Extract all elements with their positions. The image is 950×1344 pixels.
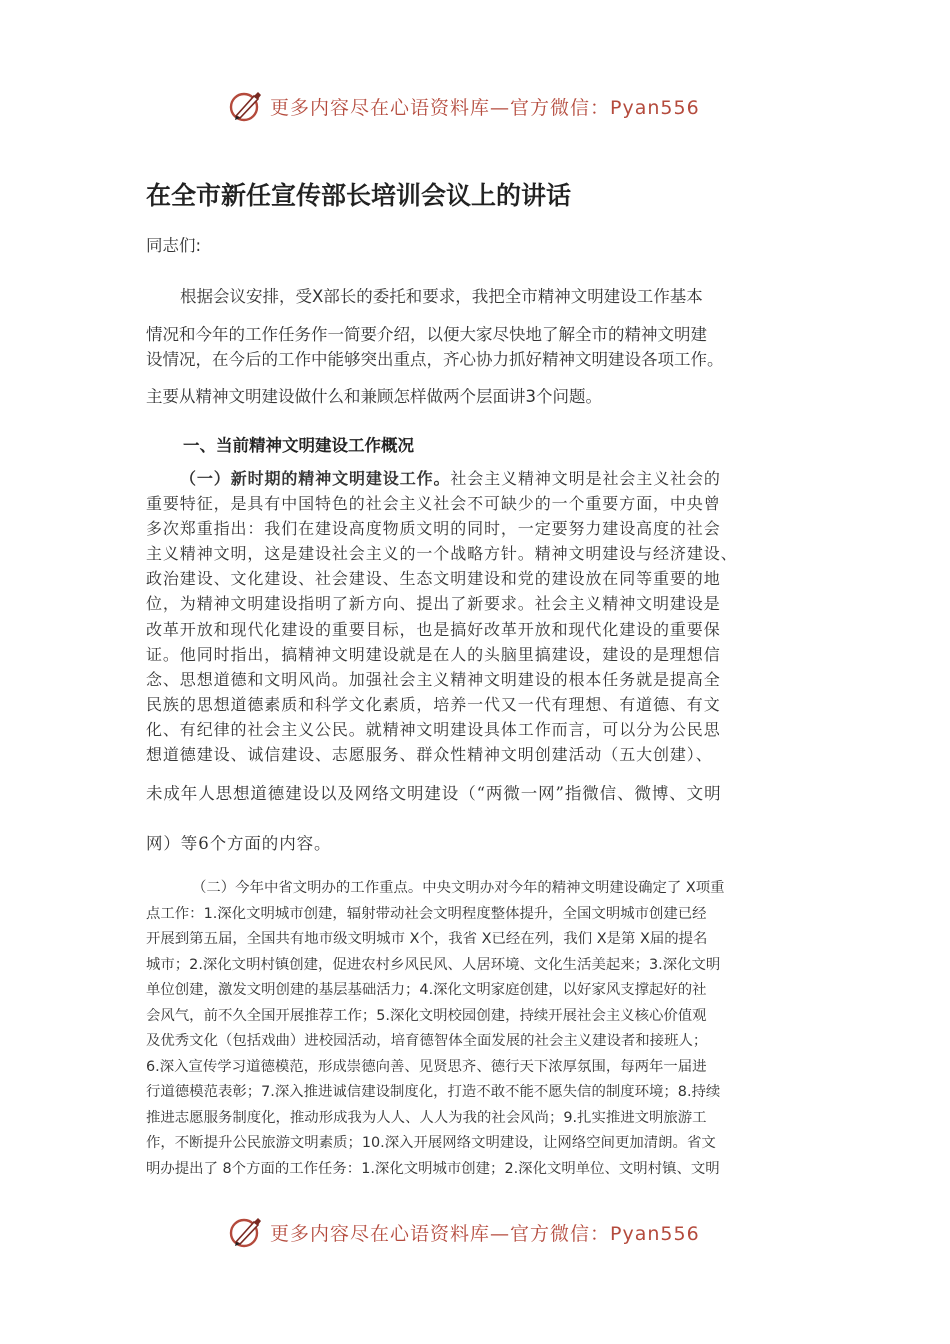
para2-tail-line: 未成年人思想道德建设以及网络文明建设（“两微一网”指微信、微博、文明 [146,784,722,803]
para3-line: 开展到第五届，全国共有地市级文明城市 X个，我省 X已经在列，我们 X是第 X届的提名 [146,931,708,947]
para3-line: 明办提出了 8个方面的工作任务：1.深化文明城市创建；2.深化文明单位、文明村镇、文明 [146,1160,720,1177]
document-title: 在全市新任宣传部长培训会议上的讲话 [146,181,572,210]
para3-line: 及优秀文化（包括戏曲）进校园活动，培育德智体全面发展的社会主义建设者和接班人； [146,1033,708,1049]
para3-line: 推进志愿服务制度化，推动形成我为人人、人人为我的社会风尚；9.扎实推进文明旅游工 [146,1109,707,1126]
footer-banner [228,1212,700,1252]
para3-line: 点工作：1.深化文明城市创建，辐射带动社会文明程度整体提升，全国文明城市创建已经 [146,905,707,922]
banner-text: 更多内容尽在心语资料库—官方微信：Pyan556 [270,1222,700,1245]
para3-line: 行道德模范表彰；7.深入推进诚信建设制度化，打造不敢不能不愿失信的制度环境；8.持续 [146,1084,721,1100]
para2-line: 政治建设、文化建设、社会建设、生态文明建设和党的建设放在同等重要的地 [146,569,721,589]
para2-line: 重要特征，是具有中国特色的社会主义社会不可缺少的一个重要方面，中央曾 [146,494,721,514]
para3-line: 作，不断提升公民旅游文明素质；10.深入开展网络文明建设，让网络空间更加清朗。省文 [146,1135,716,1151]
greeting: 同志们: [146,236,202,255]
pen-ring-logo-icon [228,88,264,124]
paragraph-3 [146,876,810,1182]
para2-line: 证。他同时指出，搞精神文明建设就是在人的头脑里搞建设，建设的是理想信 [146,644,721,664]
para2-line: 念、思想道德和文明风尚。加强社会主义精神文明建设的根本任务就是提高全 [146,669,721,689]
para2-line: 化、有纪律的社会主义公民。就精神文明建设具体工作而言，可以分为公民思 [146,719,721,739]
para2-line: 主义精神文明，这是建设社会主义的一个战略方针。精神文明建设与经济建设、 [146,544,738,564]
wechat-id: Pyan556 [610,96,700,119]
banner-text: 更多内容尽在心语资料库—官方微信：Pyan556 [270,96,700,119]
para1-line: 根据会议安排，受X部长的委托和要求，我把全市精神文明建设工作基本 [180,287,703,306]
paragraph-2 [146,466,812,767]
para1-line: 主要从精神文明建设做什么和兼顾怎样做两个层面讲3个问题。 [146,387,602,406]
header-banner [228,86,700,126]
para3-line: 城市；2.深化文明村镇创建，促进农村乡风民风、人居环境、文化生活美起来；3.深化文明 [146,956,721,973]
para2-tail-line: 网）等6个方面的内容。 [146,834,332,853]
para2-line: 改革开放和现代化建设的重要目标，也是搞好改革开放和现代化建设的重要保 [146,619,721,639]
para2-line: 社会主义精神文明是社会主义社会的 [450,469,721,488]
para3-line: 6.深入宣传学习道德模范，形成崇德向善、见贤思齐、德行天下浓厚氛围，每两年一届进 [146,1058,707,1075]
para2-lead: （一）新时期的精神文明建设工作。 [180,469,451,488]
para2-line: 民族的思想道德素质和科学文化素质，培养一代又一代有理想、有道德、有文 [146,694,721,714]
wechat-id: Pyan556 [610,1222,700,1245]
para2-first-line [146,466,812,491]
para2-line: 位，为精神文明建设指明了新方向、提出了新要求。社会主义精神文明建设是 [146,594,721,614]
pen-ring-logo-icon [228,1214,264,1250]
para3-line: 会风气，前不久全国开展推荐工作；5.深化文明校园创建，持续开展社会主义核心价值观 [146,1007,707,1024]
para2-line: 想道德建设、诚信建设、志愿服务、群众性精神文明创建活动（五大创建）、 [146,745,713,765]
para3-line: （二）今年中省文明办的工作重点。中央文明办对今年的精神文明建设确定了 X项重 [192,880,725,896]
para1-line: 设情况，在今后的工作中能够突出重点，齐心协力抓好精神文明建设各项工作。 [146,350,724,369]
para1-line: 情况和今年的工作任务作一简要介绍，以便大家尽快地了解全市的精神文明建 [146,325,707,344]
para2-line: 多次郑重指出：我们在建设高度物质文明的同时，一定要努力建设高度的社会 [146,519,721,539]
para3-line: 单位创建，激发文明创建的基层基础活力；4.深化文明家庭创建，以好家风支撑起好的社 [146,982,707,998]
section-heading: 一、当前精神文明建设工作概况 [183,436,414,455]
